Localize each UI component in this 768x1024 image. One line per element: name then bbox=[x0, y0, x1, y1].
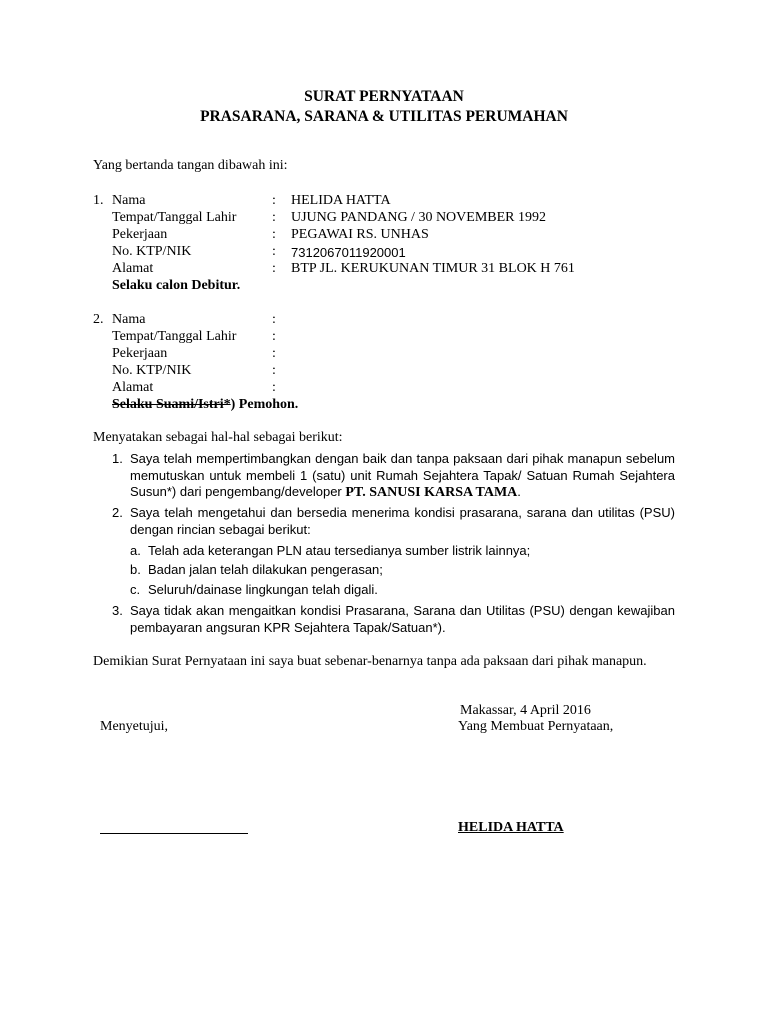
item-1-number: 1. bbox=[112, 451, 123, 466]
field-colon: : bbox=[272, 329, 276, 344]
title-line-2: PRASARANA, SARANA & UTILITAS PERUMAHAN bbox=[200, 108, 568, 125]
field-label: Tempat/Tanggal Lahir bbox=[112, 210, 237, 225]
item-1-end: . bbox=[517, 484, 521, 499]
closing-paragraph: Demikian Surat Pernyataan ini saya buat sebenar-benarnya tanpa ada paksaan dari pihak manapun. bbox=[93, 654, 647, 669]
person-1-role: Selaku calon Debitur. bbox=[112, 278, 241, 293]
item-1-body: Saya telah mempertimbangkan dengan baik dan tanpa paksaan dari pihak manapun sebelum memutuskan untuk membeli 1 (satu) unit Rumah Sejahtera Tapak/ Satuan Rumah Sejahtera Susun*) dari pengembang/developer bbox=[130, 451, 675, 499]
maker-label: Yang Membuat Pernyataan, bbox=[458, 719, 614, 734]
sub-item-text: Seluruh/dainase lingkungan telah digali. bbox=[148, 582, 378, 597]
sub-item-text: Badan jalan telah dilakukan pengerasan; bbox=[148, 562, 383, 577]
person-2-number: 2. bbox=[93, 312, 104, 327]
field-colon: : bbox=[272, 210, 276, 225]
sub-item-letter: a. bbox=[130, 543, 141, 558]
item-2-text: Saya telah mengetahui dan bersedia menerima kondisi prasarana, sarana dan utilitas (PSU) dengan rincian sebagai berikut: bbox=[130, 505, 675, 537]
item-2-number: 2. bbox=[112, 505, 123, 520]
field-label: Pekerjaan bbox=[112, 346, 168, 361]
sub-item-letter: c. bbox=[130, 582, 141, 597]
person-2-role bbox=[112, 397, 298, 413]
field-value: HELIDA HATTA bbox=[291, 193, 391, 208]
title-line-1: SURAT PERNYATAAN bbox=[304, 88, 464, 105]
item-3-number: 3. bbox=[112, 603, 123, 618]
person-1-number: 1. bbox=[93, 193, 104, 208]
field-value: BTP JL. KERUKUNAN TIMUR 31 BLOK H 761 bbox=[291, 261, 575, 276]
field-value: UJUNG PANDANG / 30 NOVEMBER 1992 bbox=[291, 210, 547, 225]
place-date: Makassar, 4 April 2016 bbox=[460, 703, 591, 718]
statement-intro: Menyatakan sebagai hal-hal sebagai berikut: bbox=[93, 430, 343, 445]
field-label: Alamat bbox=[112, 261, 154, 276]
field-colon: : bbox=[272, 312, 276, 327]
role-rest-text: ) Pemohon. bbox=[230, 397, 299, 412]
field-colon: : bbox=[272, 346, 276, 361]
field-colon: : bbox=[272, 261, 276, 276]
field-colon: : bbox=[272, 193, 276, 208]
sub-item-letter: b. bbox=[130, 562, 141, 577]
item-1-text bbox=[130, 451, 675, 502]
field-label: Nama bbox=[112, 193, 146, 208]
field-label: No. KTP/NIK bbox=[112, 363, 192, 378]
field-colon: : bbox=[272, 363, 276, 378]
item-3-text: Saya tidak akan mengaitkan kondisi Prasarana, Sarana dan Utilitas (PSU) dengan kewajiban pembayaran angsuran KPR Sejahtera Tapak/Satuan*). bbox=[130, 603, 675, 635]
approver-signature-line bbox=[100, 833, 248, 834]
sub-item-text: Telah ada keterangan PLN atau tersedianya sumber listrik lainnya; bbox=[148, 543, 531, 558]
field-colon: : bbox=[272, 227, 276, 242]
field-colon: : bbox=[272, 244, 276, 259]
field-label: No. KTP/NIK bbox=[112, 244, 192, 259]
field-label: Alamat bbox=[112, 380, 154, 395]
field-colon: : bbox=[272, 380, 276, 395]
intro-text: Yang bertanda tangan dibawah ini: bbox=[93, 158, 288, 173]
field-label: Nama bbox=[112, 312, 146, 327]
field-value: PEGAWAI RS. UNHAS bbox=[291, 227, 429, 242]
field-label: Tempat/Tanggal Lahir bbox=[112, 329, 237, 344]
maker-name: HELIDA HATTA bbox=[458, 820, 564, 835]
field-label: Pekerjaan bbox=[112, 227, 168, 242]
approver-label: Menyetujui, bbox=[100, 719, 169, 734]
developer-name: PT. SANUSI KARSA TAMA bbox=[345, 485, 518, 500]
field-value: 7312067011920001 bbox=[291, 245, 406, 260]
struck-role-text: Selaku Suami/Istri* bbox=[112, 397, 231, 412]
